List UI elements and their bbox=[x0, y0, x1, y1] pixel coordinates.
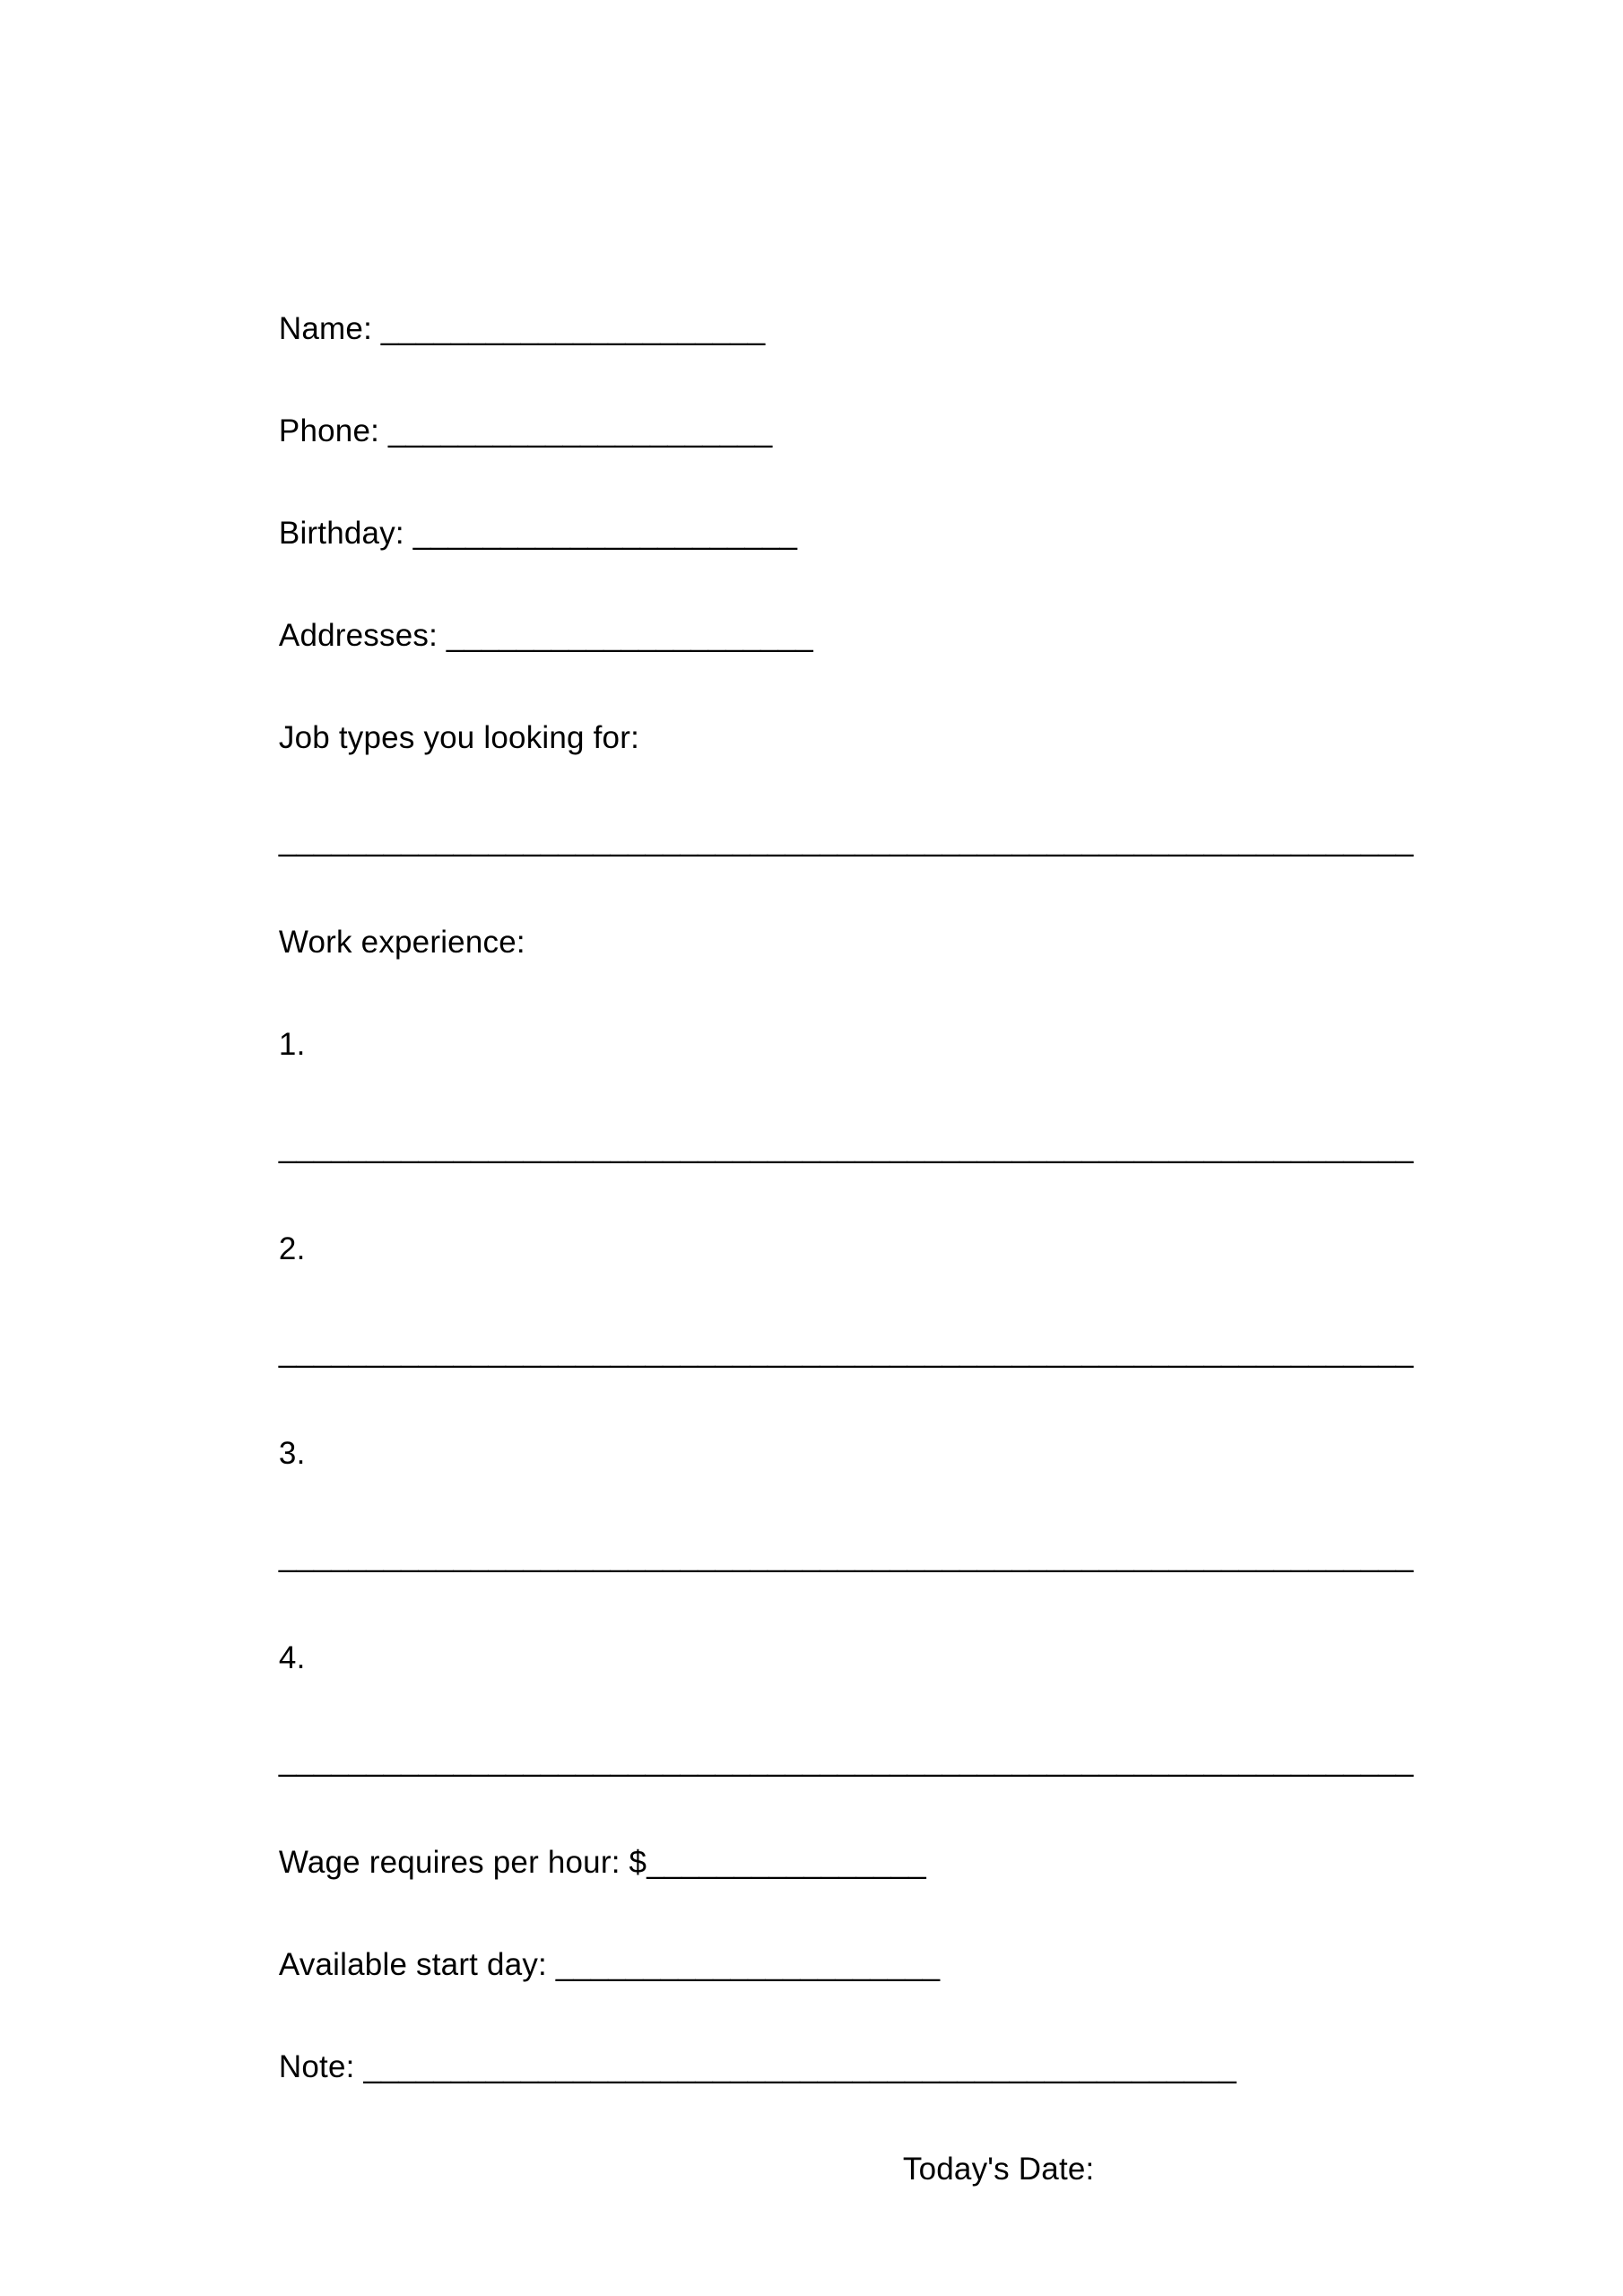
phone-label: Phone: bbox=[278, 413, 388, 448]
wage-label: Wage requires per hour: $ bbox=[278, 1845, 647, 1880]
work-experience-item-2-blank[interactable]: _________________________________________________________________ bbox=[278, 1334, 1414, 1369]
work-experience-label: Work experience: bbox=[278, 925, 525, 960]
work-experience-item-3-blank[interactable]: _________________________________________________________________ bbox=[278, 1538, 1414, 1573]
work-experience-item-3-blank-row bbox=[244, 1403, 1414, 1573]
work-experience-item-1-blank[interactable]: _________________________________________________________________ bbox=[278, 1129, 1414, 1164]
name-label: Name: bbox=[278, 311, 381, 346]
work-experience-item-4-blank[interactable]: _________________________________________________________________ bbox=[278, 1743, 1414, 1778]
todays-date-label: Today's Date: bbox=[902, 2152, 1095, 2187]
work-experience-item-1-number: 1. bbox=[278, 1027, 306, 1062]
start-day-blank[interactable]: ______________________ bbox=[555, 1947, 941, 1982]
birthday-blank[interactable]: ______________________ bbox=[412, 516, 798, 551]
work-experience-item-3-number: 3. bbox=[278, 1436, 306, 1471]
addresses-blank[interactable]: _____________________ bbox=[446, 618, 813, 653]
work-experience-item-2-blank-row bbox=[244, 1198, 1414, 1369]
work-experience-item-4-number: 4. bbox=[278, 1640, 306, 1675]
start-day-label: Available start day: bbox=[278, 1947, 556, 1982]
note-label: Note: bbox=[278, 2049, 364, 2084]
birthday-label: Birthday: bbox=[278, 516, 413, 551]
job-types-blank[interactable]: _________________________________________________________________ bbox=[278, 822, 1414, 857]
addresses-label: Addresses: bbox=[278, 618, 447, 653]
work-experience-item-2-number: 2. bbox=[278, 1231, 306, 1266]
name-field-row bbox=[244, 176, 1408, 346]
phone-blank[interactable]: ______________________ bbox=[387, 413, 773, 448]
wage-blank[interactable]: ________________ bbox=[647, 1845, 926, 1880]
note-blank[interactable]: __________________________________________________ bbox=[363, 2049, 1237, 2084]
work-experience-item-4-blank-row bbox=[244, 1607, 1414, 1778]
job-types-label: Job types you looking for: bbox=[278, 720, 640, 755]
work-experience-item-1-blank-row bbox=[244, 994, 1414, 1164]
name-blank[interactable]: ______________________ bbox=[380, 311, 766, 346]
